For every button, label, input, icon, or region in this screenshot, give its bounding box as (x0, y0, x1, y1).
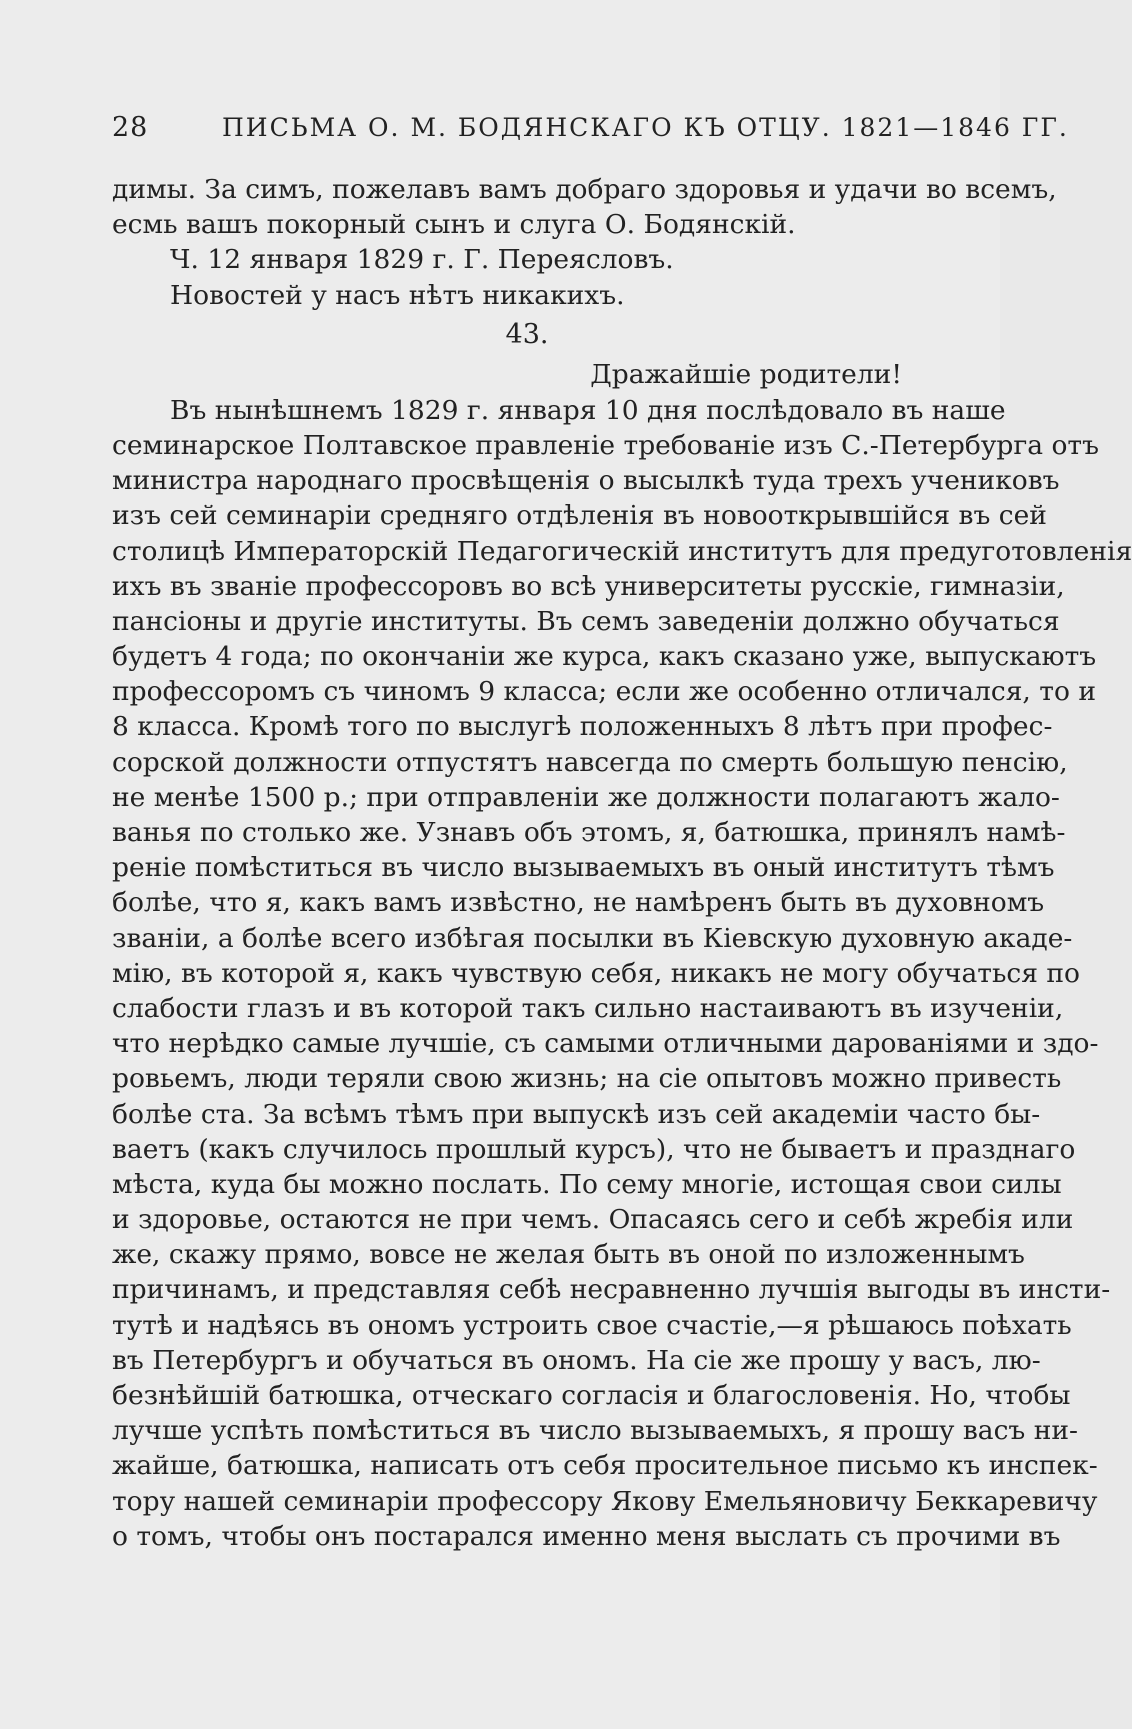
page-number: 28 (112, 112, 149, 143)
text-line: лучше успѣть помѣститься въ число вызываемыхъ, я прошу васъ ни- (112, 1415, 1078, 1447)
letter-text (112, 393, 1132, 1554)
text-line: ихъ въ званiе профессоровъ во всѣ университеты русскiе, гимназiи, (112, 570, 1065, 602)
place-date: Ч. 12 января 1829 г. Г. Переясловъ. (170, 244, 674, 276)
text-line: тору нашей семинарiи профессору Якову Емельяновичу Беккаревичу (112, 1485, 1098, 1517)
text-line: профессоромъ съ чиномъ 9 класса; если же особенно отличался, то и (112, 676, 1096, 708)
text-line: димы. За симъ, пожелавъ вамъ добраго здоровья и удачи во всемъ, (112, 174, 1057, 205)
text-line: ваетъ (какъ случилось прошлый курсъ), что не бываетъ и празднаго (112, 1133, 1076, 1165)
text-line: причинамъ, и представляя себѣ несравненно лучшiя выгоды въ инсти- (112, 1274, 1111, 1306)
text-line: сорской должности отпустятъ навсегда по смерть большую пенсiю, (112, 746, 1068, 778)
letter-number: 43. (505, 318, 549, 350)
text-line: не менѣе 1500 р.; при отправленiи же должности полагаютъ жало- (112, 781, 1060, 813)
text-line: въ Петербургъ и обучаться въ ономъ. На сiе же прошу у васъ, лю- (112, 1344, 1041, 1376)
text-line: столицѣ Императорскiй Педагогическiй институтъ для предуготовленiя (112, 535, 1132, 567)
text-line: и здоровье, остаются не при чемъ. Опасаясь сего и себѣ жребiя или (112, 1204, 1074, 1236)
running-head (112, 112, 1069, 143)
postscript: Новостей у насъ нѣтъ никакихъ. (170, 279, 625, 311)
text-line: о томъ, чтобы онъ постарался именно меня выслать съ прочими въ (112, 1520, 1061, 1552)
text-line: есмь вашъ покорный сынъ и слуга О. Бодянскiй. (112, 209, 796, 241)
text-line: пансiоны и другiе институты. Въ семъ заведенiи должно обучаться (112, 605, 1060, 637)
salutation: Дражайшiе родители! (590, 358, 902, 390)
text-line: семинарское Полтавское правленiе требованiе изъ С.-Петербурга отъ (112, 429, 1099, 461)
text-line: Въ нынѣшнемъ 1829 г. января 10 дня послѣдовало въ наше (170, 394, 1006, 426)
text-line: 8 класса. Кромѣ того по выслугѣ положенныхъ 8 лѣтъ при профес- (112, 711, 1053, 743)
running-title: ПИСЬМА О. М. БОДЯНСКАГО КЪ ОТЦУ. 1821—1846 ГГ. (222, 113, 1069, 142)
text-line: жайше, батюшка, написать отъ себя просительное письмо къ инспек- (112, 1450, 1098, 1482)
text-line: слабости глазъ и въ которой такъ сильно настаиваютъ въ изученiи, (112, 992, 1064, 1024)
text-line: болѣе ста. За всѣмъ тѣмъ при выпускѣ изъ сей академiи часто бы- (112, 1098, 1041, 1130)
page-body (112, 172, 1132, 1554)
text-line: ванья по столько же. Узнавъ объ этомъ, я, батюшка, принялъ намѣ- (112, 817, 1066, 848)
text-line: министра народнаго просвѣщенiя о высылкѣ туда трехъ учениковъ (112, 465, 1060, 497)
text-line: ровьемъ, люди теряли свою жизнь; на сiе опытовъ можно привесть (112, 1063, 1062, 1095)
text-line: что нерѣдко самые лучшiе, съ самыми отличными дарованiями и здо- (112, 1028, 1099, 1060)
text-line: мѣста, куда бы можно послать. По сему многiе, истощая свои силы (112, 1168, 1062, 1200)
text-line: тутѣ и надѣясь въ ономъ устроить свое счастiе,—я рѣшаюсь поѣхать (112, 1309, 1072, 1341)
text-line: званiи, а болѣе всего избѣгая посылки въ Кiевскую духовную акаде- (112, 922, 1073, 954)
text-line: же, скажу прямо, вовсе не желая быть въ оной по изложеннымъ (112, 1239, 1025, 1271)
text-line: безнѣйшiй батюшка, отческаго согласiя и благословенiя. Но, чтобы (112, 1380, 1071, 1411)
text-line: мiю, въ которой я, какъ чувствую себя, никакъ не могу обучаться по (112, 957, 1080, 989)
text-line: ренiе помѣститься въ число вызываемыхъ въ оный институтъ тѣмъ (112, 852, 1055, 884)
text-line: изъ сей семинарiи средняго отдѣленiя въ новооткрывшiйся въ сей (112, 500, 1047, 532)
text-line: будетъ 4 года; по окончанiи же курса, какъ сказано уже, выпускаютъ (112, 641, 1097, 673)
text-line: болѣе, что я, какъ вамъ извѣстно, не намѣренъ быть въ духовномъ (112, 887, 1045, 919)
